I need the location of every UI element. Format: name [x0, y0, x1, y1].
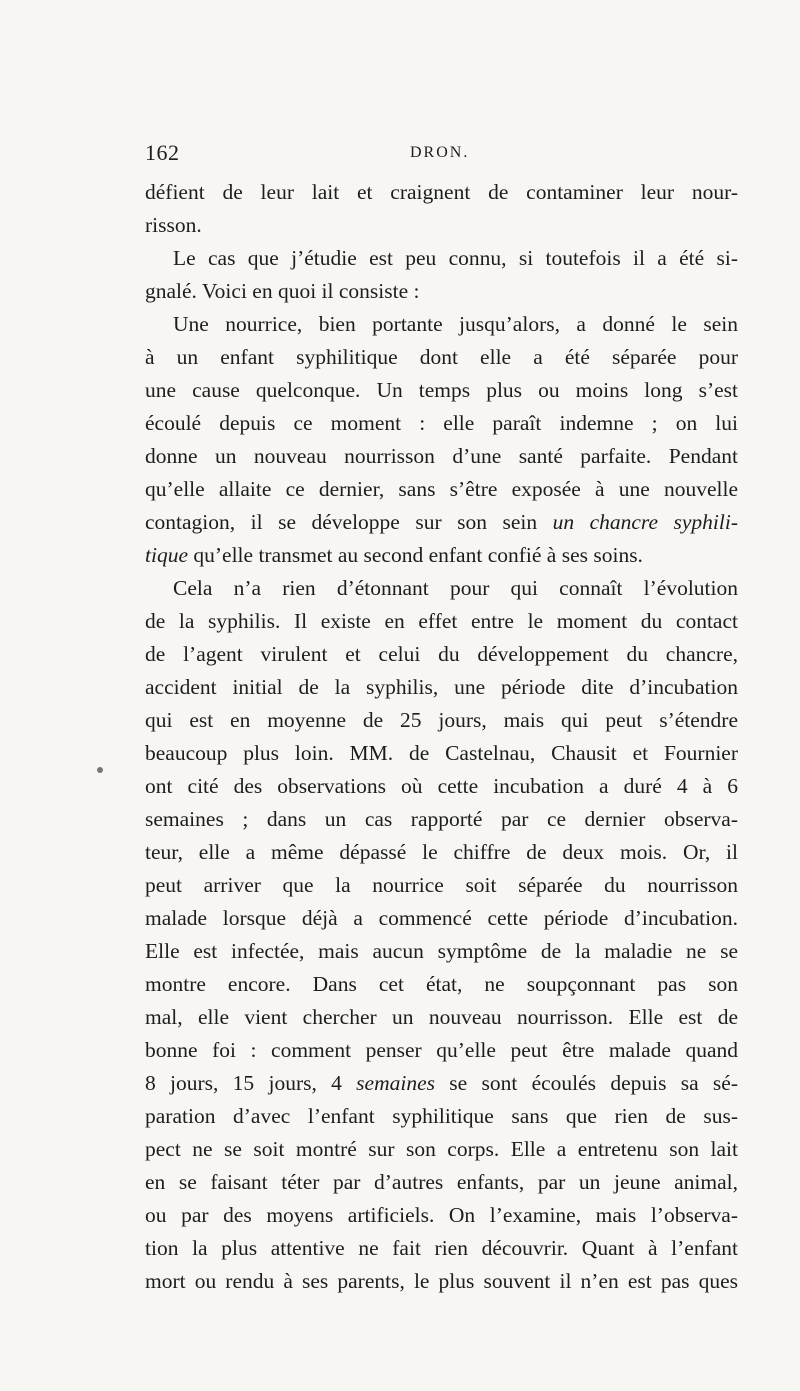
paragraph — [145, 242, 738, 308]
text-span: pect ne se soit montré sur son corps. Elle a entretenu son lait — [145, 1137, 738, 1161]
text-line — [145, 935, 738, 968]
text-span: malade lorsque déjà a commencé cette période d’incubation. — [145, 906, 738, 930]
text-line — [145, 869, 738, 902]
text-line — [145, 1067, 738, 1100]
text-line — [145, 968, 738, 1001]
text-line — [145, 407, 738, 440]
text-span: qu’elle allaite ce dernier, sans s’être exposée à une nouvelle — [145, 477, 738, 501]
text-line — [145, 176, 738, 209]
text-line — [145, 671, 738, 704]
text-line — [145, 1232, 738, 1265]
text-line — [145, 1001, 738, 1034]
text-span: se sont écoulés depuis sa sé- — [434, 1071, 738, 1095]
text-span: ont cité des observations où cette incubation a duré 4 à 6 — [145, 774, 738, 798]
text-span: montre encore. Dans cet état, ne soupçonnant pas son — [145, 972, 738, 996]
text-span: de la syphilis. Il existe en effet entre le moment du contact — [145, 609, 738, 633]
text-span: risson. — [145, 213, 202, 237]
paragraph — [145, 176, 738, 242]
text-line — [145, 242, 738, 275]
italic-span: tique — [145, 543, 188, 567]
text-span: semaines ; dans un cas rapporté par ce dernier observa- — [145, 807, 738, 831]
text-span: accident initial de la syphilis, une période dite d’incubation — [145, 675, 738, 699]
text-span: mort ou rendu à ses parents, le plus souvent il n’en est pas ques — [145, 1269, 738, 1293]
text-span: Elle est infectée, mais aucun symptôme de la maladie ne se — [145, 939, 738, 963]
text-span: gnalé. Voici en quoi il consiste : — [145, 279, 420, 303]
paragraph — [145, 572, 738, 1298]
text-span: Cela n’a rien d’étonnant pour qui connaît l’évolution — [173, 576, 738, 600]
text-line — [145, 737, 738, 770]
text-span: tion la plus attentive ne fait rien découvrir. Quant à l’enfant — [145, 1236, 738, 1260]
text-span: peut arriver que la nourrice soit séparée du nourrisson — [145, 873, 738, 897]
text-span: donne un nouveau nourrisson d’une santé parfaite. Pendant — [145, 444, 738, 468]
text-span: 8 jours, 15 jours, 4 — [145, 1071, 357, 1095]
text-span: paration d’avec l’enfant syphilitique sans que rien de sus- — [145, 1104, 738, 1128]
text-line — [145, 638, 738, 671]
text-span: défient de leur lait et craignent de contaminer leur nour- — [145, 180, 738, 204]
text-line — [145, 1166, 738, 1199]
body-text — [145, 176, 738, 1298]
text-span: écoulé depuis ce moment : elle paraît indemne ; on lui — [145, 411, 738, 435]
text-line — [145, 440, 738, 473]
text-line — [145, 1100, 738, 1133]
italic-span: un chancre syphili- — [552, 510, 738, 534]
text-span: mal, elle vient chercher un nouveau nourrisson. Elle est de — [145, 1005, 738, 1029]
italic-span: semaines — [356, 1071, 435, 1095]
text-span: Une nourrice, bien portante jusqu’alors, a donné le sein — [173, 312, 738, 336]
text-span: teur, elle a même dépassé le chiffre de deux mois. Or, il — [145, 840, 738, 864]
text-span: ou par des moyens artificiels. On l’examine, mais l’observa- — [145, 1203, 738, 1227]
text-line — [145, 341, 738, 374]
text-span: une cause quelconque. Un temps plus ou moins long s’est — [145, 378, 738, 402]
text-span: de l’agent virulent et celui du développement du chancre, — [145, 642, 738, 666]
paragraph — [145, 308, 738, 572]
text-line — [145, 803, 738, 836]
text-line — [145, 704, 738, 737]
text-line — [145, 209, 738, 242]
text-line — [145, 1265, 738, 1298]
text-line — [145, 539, 738, 572]
text-line — [145, 1199, 738, 1232]
text-line — [145, 275, 738, 308]
text-line — [145, 374, 738, 407]
text-line — [145, 1034, 738, 1067]
text-line — [145, 836, 738, 869]
text-line — [145, 308, 738, 341]
text-line — [145, 506, 738, 539]
page-number: 162 — [145, 140, 180, 165]
text-span: en se faisant téter par d’autres enfants, par un jeune animal, — [145, 1170, 738, 1194]
text-span: à un enfant syphilitique dont elle a été séparée pour — [145, 345, 738, 369]
text-span: Le cas que j’étudie est peu connu, si toutefois il a été si- — [173, 246, 738, 270]
text-span: bonne foi : comment penser qu’elle peut être malade quand — [145, 1038, 738, 1062]
text-span: contagion, il se développe sur son sein — [145, 510, 553, 534]
text-line — [145, 473, 738, 506]
text-span: beaucoup plus loin. MM. de Castelnau, Chausit et Fournier — [145, 741, 738, 765]
text-span: qu’elle transmet au second enfant confié à ses soins. — [188, 543, 643, 567]
running-head: DRON. — [410, 144, 470, 161]
page-header — [145, 140, 738, 170]
text-line — [145, 605, 738, 638]
text-line — [145, 770, 738, 803]
text-line — [145, 1133, 738, 1166]
text-line — [145, 572, 738, 605]
ink-spot — [97, 767, 103, 773]
text-line — [145, 902, 738, 935]
text-span: qui est en moyenne de 25 jours, mais qui peut s’étendre — [145, 708, 738, 732]
